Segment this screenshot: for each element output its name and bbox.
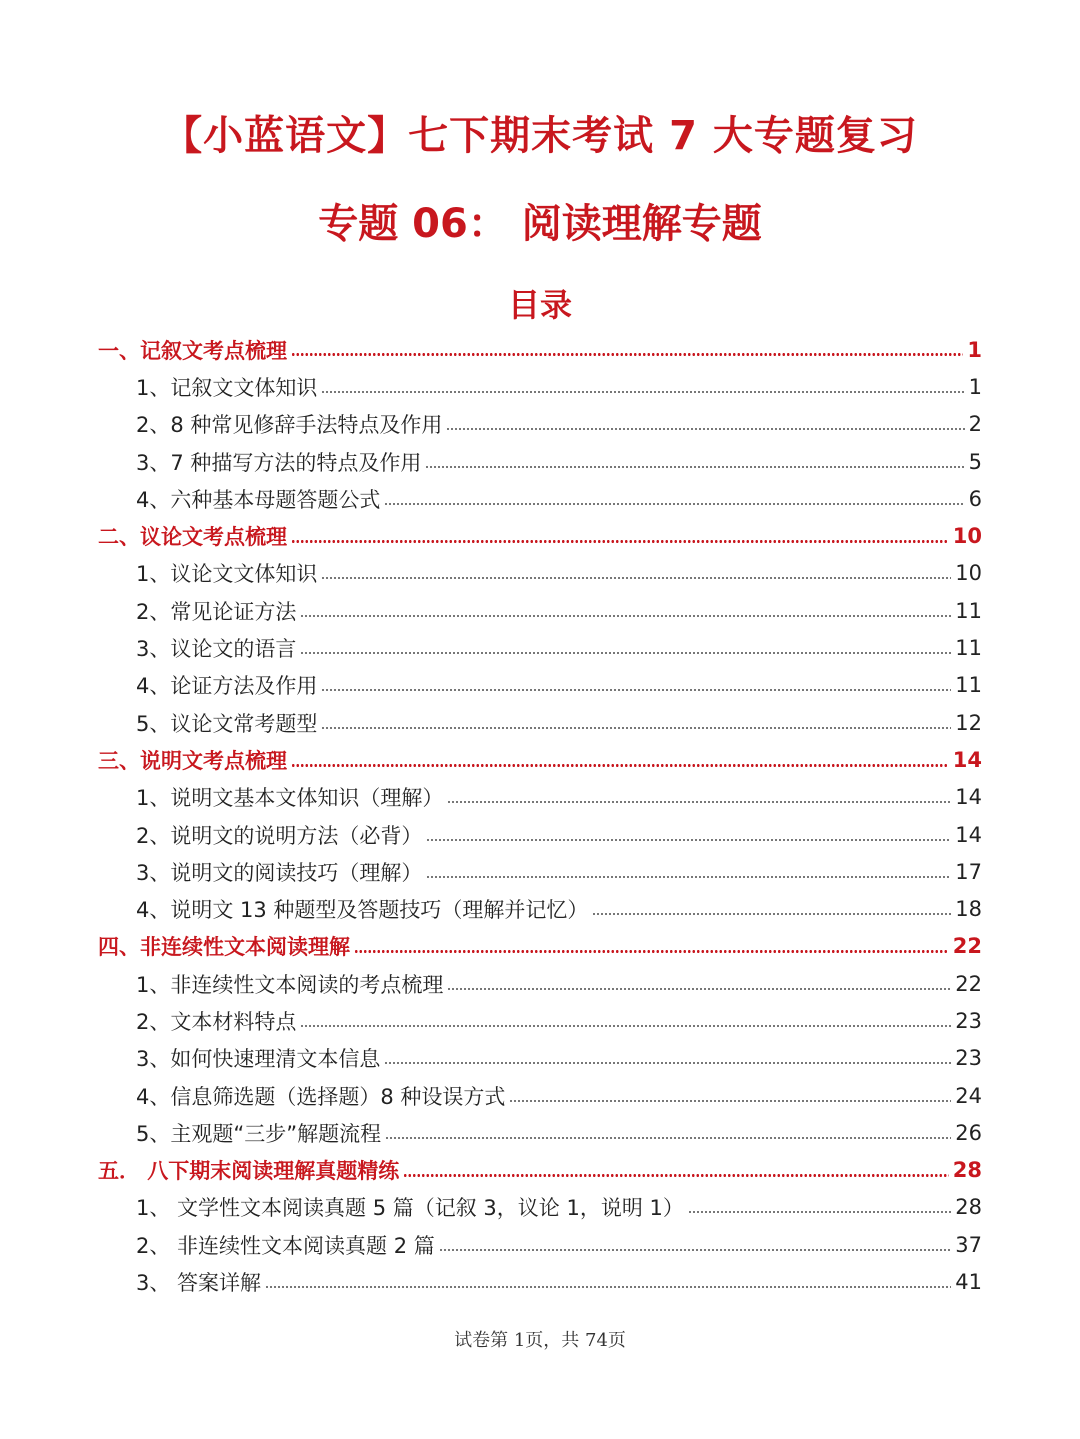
toc-item-entry[interactable] bbox=[98, 406, 982, 443]
toc-item-entry[interactable] bbox=[98, 368, 982, 405]
toc-dot-leader bbox=[426, 836, 951, 844]
toc-entry-title: 一、记叙文考点梳理 bbox=[98, 338, 287, 363]
toc-entry-title: 1、 文学性文本阅读真题 5 篇（记叙 3，议论 1，说明 1） bbox=[136, 1196, 684, 1221]
toc-page-number: 22 bbox=[952, 934, 982, 959]
toc-dot-leader bbox=[321, 388, 964, 396]
toc-page-number: 28 bbox=[955, 1195, 982, 1220]
toc-page-number: 22 bbox=[955, 971, 982, 996]
toc-item-entry[interactable] bbox=[98, 555, 982, 592]
toc-item-entry[interactable] bbox=[98, 853, 982, 890]
toc-dot-leader bbox=[291, 761, 949, 769]
toc-page-number: 10 bbox=[952, 524, 982, 549]
toc-entry-title: 4、说明文 13 种题型及答题技巧（理解并记忆） bbox=[136, 898, 589, 923]
toc-dot-leader bbox=[403, 1171, 948, 1179]
toc-dot-leader bbox=[447, 985, 951, 993]
toc-section-entry[interactable] bbox=[98, 1152, 982, 1189]
toc-entry-title: 3、7 种描写方法的特点及作用 bbox=[136, 450, 422, 475]
toc-page-number: 11 bbox=[955, 673, 982, 698]
toc-dot-leader bbox=[426, 873, 951, 881]
toc-entry-title: 1、议论文文体知识 bbox=[136, 562, 318, 587]
toc-item-entry[interactable] bbox=[98, 1114, 982, 1151]
toc-item-entry[interactable] bbox=[98, 704, 982, 741]
toc-item-entry[interactable] bbox=[98, 1226, 982, 1263]
toc-dot-leader bbox=[300, 649, 951, 657]
toc-dot-leader bbox=[384, 1059, 951, 1067]
toc-entry-title: 1、非连续性文本阅读的考点梳理 bbox=[136, 972, 444, 997]
toc-dot-leader bbox=[291, 351, 963, 359]
toc-page-number: 1 bbox=[968, 374, 982, 399]
toc-dot-leader bbox=[688, 1208, 951, 1216]
toc-page-number: 41 bbox=[955, 1270, 982, 1295]
toc-entry-title: 2、 非连续性文本阅读真题 2 篇 bbox=[136, 1233, 435, 1258]
toc-page-number: 12 bbox=[955, 710, 982, 735]
page-footer: 试卷第 1页，共 74页 bbox=[454, 1330, 626, 1351]
toc-entry-title: 2、文本材料特点 bbox=[136, 1009, 297, 1034]
toc-page-number: 14 bbox=[952, 747, 982, 772]
toc-page-number: 14 bbox=[955, 785, 982, 810]
toc-entry-title: 3、说明文的阅读技巧（理解） bbox=[136, 860, 423, 885]
toc-entry-title: 二、议论文考点梳理 bbox=[98, 525, 287, 550]
toc-entry-title: 四、非连续性文本阅读理解 bbox=[98, 935, 350, 960]
toc-item-entry[interactable] bbox=[98, 816, 982, 853]
toc-item-entry[interactable] bbox=[98, 1040, 982, 1077]
toc-dot-leader bbox=[446, 425, 964, 433]
toc-dot-leader bbox=[354, 947, 949, 955]
toc-page-number: 1 bbox=[967, 337, 982, 362]
toc-heading: 目录 bbox=[507, 286, 572, 324]
toc-page-number: 17 bbox=[955, 859, 982, 884]
toc-dot-leader bbox=[291, 537, 949, 545]
toc-item-entry[interactable] bbox=[98, 890, 982, 927]
toc-dot-leader bbox=[321, 724, 951, 732]
table-of-contents bbox=[98, 331, 982, 1301]
toc-section-entry[interactable] bbox=[98, 331, 982, 368]
toc-dot-leader bbox=[439, 1246, 952, 1254]
document-title: 【小蓝语文】七下期末考试 7 大专题复习 bbox=[162, 113, 918, 159]
toc-section-entry[interactable] bbox=[98, 928, 982, 965]
toc-entry-title: 5、议论文常考题型 bbox=[136, 711, 318, 736]
toc-page-number: 2 bbox=[968, 412, 982, 437]
toc-dot-leader bbox=[509, 1097, 951, 1105]
toc-dot-leader bbox=[447, 798, 951, 806]
toc-dot-leader bbox=[321, 686, 951, 694]
toc-entry-title: 3、 答案详解 bbox=[136, 1271, 262, 1296]
toc-page-number: 24 bbox=[955, 1083, 982, 1108]
toc-section-entry[interactable] bbox=[98, 741, 982, 778]
toc-item-entry[interactable] bbox=[98, 1263, 982, 1300]
toc-entry-title: 1、说明文基本文体知识（理解） bbox=[136, 786, 444, 811]
toc-entry-title: 1、记叙文文体知识 bbox=[136, 375, 318, 400]
toc-item-entry[interactable] bbox=[98, 1189, 982, 1226]
toc-page-number: 18 bbox=[955, 897, 982, 922]
toc-dot-leader bbox=[321, 574, 951, 582]
toc-page-number: 26 bbox=[955, 1120, 982, 1145]
toc-entry-title: 4、信息筛选题（选择题）8 种设误方式 bbox=[136, 1084, 506, 1109]
toc-page-number: 23 bbox=[955, 1008, 982, 1033]
toc-dot-leader bbox=[592, 910, 951, 918]
toc-dot-leader bbox=[384, 500, 964, 508]
toc-entry-title: 3、如何快速理清文本信息 bbox=[136, 1047, 381, 1072]
toc-dot-leader bbox=[300, 1022, 951, 1030]
toc-page-number: 5 bbox=[968, 449, 982, 474]
toc-page-number: 23 bbox=[955, 1046, 982, 1071]
toc-entry-title: 4、六种基本母题答题公式 bbox=[136, 487, 381, 512]
toc-dot-leader bbox=[385, 1134, 951, 1142]
toc-dot-leader bbox=[300, 612, 951, 620]
toc-page-number: 28 bbox=[952, 1158, 982, 1183]
toc-entry-title: 2、常见论证方法 bbox=[136, 599, 297, 624]
toc-entry-title: 4、论证方法及作用 bbox=[136, 674, 318, 699]
toc-item-entry[interactable] bbox=[98, 629, 982, 666]
toc-item-entry[interactable] bbox=[98, 779, 982, 816]
toc-entry-title: 三、说明文考点梳理 bbox=[98, 748, 287, 773]
document-subtitle: 专题 06： 阅读理解专题 bbox=[318, 201, 762, 247]
toc-entry-title: 五． 八下期末阅读理解真题精练 bbox=[98, 1159, 400, 1184]
toc-entry-title: 2、说明文的说明方法（必背） bbox=[136, 823, 423, 848]
toc-item-entry[interactable] bbox=[98, 667, 982, 704]
toc-item-entry[interactable] bbox=[98, 443, 982, 480]
toc-item-entry[interactable] bbox=[98, 480, 982, 517]
toc-item-entry[interactable] bbox=[98, 1077, 982, 1114]
toc-entry-title: 2、8 种常见修辞手法特点及作用 bbox=[136, 413, 443, 438]
toc-page-number: 10 bbox=[955, 561, 982, 586]
toc-section-entry[interactable] bbox=[98, 517, 982, 554]
toc-page-number: 6 bbox=[968, 486, 982, 511]
toc-item-entry[interactable] bbox=[98, 1002, 982, 1039]
toc-entry-title: 3、议论文的语言 bbox=[136, 637, 297, 662]
toc-dot-leader bbox=[425, 463, 964, 471]
toc-dot-leader bbox=[265, 1283, 951, 1291]
toc-item-entry[interactable] bbox=[98, 965, 982, 1002]
toc-page-number: 11 bbox=[955, 598, 982, 623]
toc-item-entry[interactable] bbox=[98, 592, 982, 629]
toc-page-number: 11 bbox=[955, 636, 982, 661]
toc-page-number: 14 bbox=[955, 822, 982, 847]
toc-page-number: 37 bbox=[955, 1232, 982, 1257]
toc-entry-title: 5、主观题“三步”解题流程 bbox=[136, 1121, 382, 1146]
